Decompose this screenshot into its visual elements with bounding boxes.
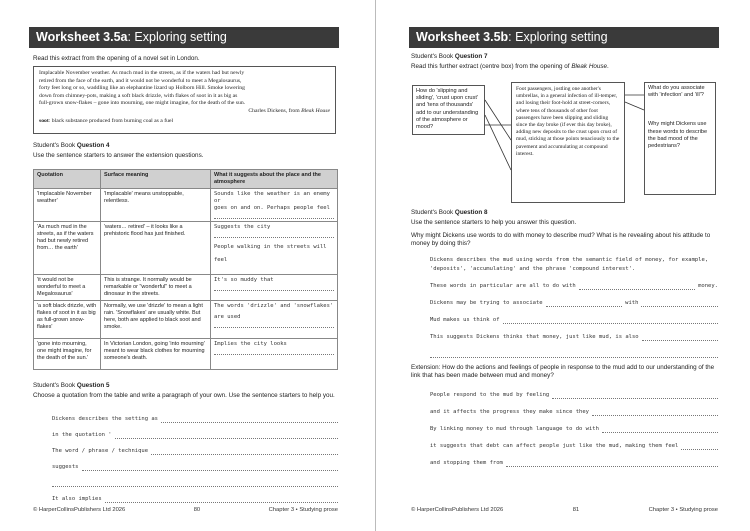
q7-instruction-end: .	[607, 63, 609, 70]
page-footer	[33, 507, 338, 513]
worksheet-title: : Exploring setting	[508, 30, 608, 44]
answer-line	[579, 284, 695, 290]
answer-line	[151, 449, 338, 455]
right-box-question-2: Why might Dickens use these words to describe the bad mood of the pedestrians?	[648, 121, 708, 150]
extract-line: down from chimney-pots, making a soft black drizzle, with flakes of soot in it as big as	[39, 92, 238, 99]
worksheet-number: Worksheet 3.5b	[416, 30, 509, 44]
q8-label: Question 8	[454, 209, 488, 216]
starter-text: Dickens describes the mud using words from the semantic field of money, for example,	[430, 257, 709, 263]
credit-title: Bleak House	[301, 107, 330, 114]
starter-text: money.	[698, 283, 718, 289]
arrow-to-ill	[625, 102, 644, 110]
handwritten-line: People walking in the streets will	[214, 244, 327, 250]
right-page	[375, 0, 750, 531]
table-row	[34, 275, 338, 301]
q5-label: Question 5	[76, 382, 110, 389]
starter-text: It also implies	[52, 496, 102, 502]
suggests-cell[interactable]	[211, 301, 338, 339]
answer-line	[430, 352, 718, 358]
answer-line	[115, 433, 338, 439]
q7-label: Question 7	[454, 53, 488, 60]
quotation-table	[33, 169, 338, 370]
glossary-definition: : black substance produced from burning coal as a fuel	[48, 117, 174, 124]
writing-line[interactable]	[430, 307, 718, 324]
answer-line	[161, 417, 338, 423]
worksheet-number: Worksheet 3.5a	[36, 30, 128, 44]
q8-starters	[430, 257, 718, 358]
table-row	[34, 301, 338, 339]
answer-line	[642, 335, 718, 341]
q8-heading	[411, 209, 487, 217]
table-row	[34, 189, 338, 222]
q4-prefix: Student's Book	[33, 142, 77, 149]
answer-line	[681, 444, 718, 450]
copyright: © HarperCollinsPublishers Ltd 2026	[33, 507, 126, 513]
starter-text: Dickens may be trying to associate	[430, 300, 543, 306]
answer-line	[602, 427, 718, 433]
q8-instruction: Use the sentence starters to help you answer this question.	[411, 219, 577, 226]
q7-book-title: Bleak House	[571, 63, 608, 70]
chapter-label: Chapter 3 • Studying prose	[648, 507, 718, 513]
suggests-cell[interactable]	[211, 222, 338, 275]
handwritten-line: Suggests the city	[214, 224, 271, 230]
answer-line	[214, 218, 334, 219]
starter-text: with	[625, 300, 639, 306]
extract-line: Implacable November weather. As much mud in the streets, as if the waters had but newly	[39, 70, 245, 76]
page-number: 80	[193, 507, 201, 513]
handwritten-line: It's so muddy that	[214, 277, 274, 283]
meaning-cell: 'waters… retired' – it looks like a prehistoric flood has just finished.	[101, 222, 211, 275]
extract-line: retired from the face of the earth, and it would not be wonderful to meet a Megalosaurus,	[39, 77, 242, 84]
glossary-term: soot	[39, 117, 49, 124]
writing-line[interactable]	[430, 273, 718, 290]
meaning-cell: Normally, we use 'drizzle' to mean a light rain. 'Snowflakes' are usually white. But here, both are applied to black soot and smoke.	[101, 301, 211, 339]
chapter-label: Chapter 3 • Studying prose	[268, 507, 338, 513]
copyright: © HarperCollinsPublishers Ltd 2026	[411, 507, 504, 513]
starter-text: suggests	[52, 464, 79, 470]
starter-text: By linking money to mud through language to do with	[430, 426, 599, 432]
writing-line[interactable]	[430, 433, 718, 450]
quotation-cell: 'gone into mourning, one might imagine, for the death of the sun.'	[34, 339, 101, 370]
quotation-cell: 'Implacable November weather'	[34, 189, 101, 222]
starter-text: it suggests that debt can affect people just like the mud, making them feel	[430, 443, 679, 449]
q5-starters	[52, 407, 338, 503]
writing-line[interactable]	[52, 487, 338, 503]
handwritten-line: are used	[214, 314, 241, 320]
extension-starters	[430, 382, 718, 467]
answer-line	[52, 481, 338, 487]
q4-instruction: Use the sentence starters to answer the extension questions.	[33, 152, 204, 159]
quotation-cell: 'a soft black drizzle, with flakes of soot in it as big as full-grown snow-flakes'	[34, 301, 101, 339]
glossary	[39, 118, 330, 126]
writing-line[interactable]	[52, 407, 338, 423]
writing-line[interactable]	[430, 382, 718, 399]
handwritten-line: Sounds like the weather is an enemy or	[214, 191, 330, 204]
question-box-left: How do 'slipping and sliding', 'crust upon crust' and 'tens of thousands' add to our understanding of the atmosphere or mood?	[412, 85, 485, 135]
page-number: 81	[572, 507, 580, 513]
starter-text: This suggests Dickens thinks that money, just like mud, is also	[430, 334, 639, 340]
q8-question: Why might Dickens use words to do with money to describe mud? What is he revealing about his attitude to money by doing this?	[411, 232, 711, 247]
starter-text: 'deposits', 'accumulating' and the phrase 'compound interest'.	[430, 266, 636, 272]
page-footer	[411, 507, 718, 513]
meaning-cell: 'Implacable' means unstoppable, relentless.	[101, 189, 211, 222]
credit-author: Charles Dickens, from	[248, 107, 302, 114]
q7-instruction-text: Read this further extract (centre box) from the opening of	[411, 63, 572, 70]
meaning-cell: In Victorian London, going 'into mourning' meant to wear black clothes for mourning someone's death.	[101, 339, 211, 370]
answer-line	[641, 301, 718, 307]
table-row	[34, 222, 338, 275]
answer-line	[503, 318, 718, 324]
writing-line[interactable]	[52, 471, 338, 487]
suggests-cell[interactable]	[211, 189, 338, 222]
starter-text: People respond to the mud by feeling	[430, 392, 550, 398]
answer-line	[552, 393, 718, 399]
table-row	[34, 339, 338, 370]
handwritten-line: The words 'drizzle' and 'snowflakes'	[214, 303, 334, 309]
quotation-cell: 'it would not be wonderful to meet a Megalosaurus'	[34, 275, 101, 301]
q8-prefix: Student's Book	[411, 209, 455, 216]
starter-text: in the quotation '	[52, 432, 112, 438]
meaning-cell: This is strange. It normally would be remarkable or "wonderful" to meet a dinosaur in the streets.	[101, 275, 211, 301]
q5-prefix: Student's Book	[33, 382, 77, 389]
answer-line	[214, 354, 334, 355]
extract-intro: Read this extract from the opening of a novel set in London.	[33, 55, 200, 62]
suggests-cell[interactable]	[211, 275, 338, 301]
starter-text: Mud makes us think of	[430, 317, 500, 323]
answer-line	[592, 410, 718, 416]
answer-line	[214, 327, 334, 328]
writing-line[interactable]	[52, 455, 338, 471]
quotation-cell: 'As much mud in the streets, as if the waters had but newly retired from… the earth'	[34, 222, 101, 275]
worksheet-title: : Exploring setting	[127, 30, 227, 44]
answer-line	[506, 461, 718, 467]
answer-line	[82, 465, 339, 471]
handwritten-line: feel	[214, 257, 228, 263]
writing-line[interactable]	[430, 324, 718, 341]
col-header-suggests: What it suggests about the place and the atmosphere	[211, 170, 338, 189]
answer-line	[105, 497, 338, 503]
q5-heading	[33, 382, 109, 390]
writing-line[interactable]	[52, 439, 338, 455]
writing-line[interactable]	[430, 416, 718, 433]
answer-line	[214, 237, 334, 238]
starter-text: Dickens describes the setting as	[52, 416, 158, 422]
writing-line[interactable]	[430, 341, 718, 358]
answer-line	[546, 301, 623, 307]
writing-line[interactable]	[430, 399, 718, 416]
arrow-to-sliding	[485, 100, 511, 140]
suggests-cell[interactable]	[211, 339, 338, 370]
extension-question: Extension: How do the actions and feelings of people in response to the mud add to our understanding of the link that has been made between mud and money?	[411, 364, 715, 379]
starter-text: The word / phrase / technique	[52, 448, 149, 454]
q4-label: Question 4	[76, 142, 110, 149]
q4-heading	[33, 142, 109, 150]
arrow-to-crust	[485, 115, 511, 170]
worksheet-title-banner	[29, 27, 339, 48]
extract-box-centre: Foot passengers, jostling one another's umbrellas, in a general infection of ill-temper, and losing their foot-hold at street-corners, where tens of thousands of other foot passengers have been slipping and sliding since the day broke (if ever this day broke), adding new deposits to the crust upon crust of mud, sticking at those points tenaciously to the pavement and accumulating at compound interest.	[511, 82, 625, 203]
q5-instruction: Choose a quotation from the table and write a paragraph of your own. Use the sentence starters to help you.	[33, 392, 335, 399]
handwritten-line: goes on and on. Perhaps people feel	[214, 205, 330, 211]
writing-line[interactable]	[430, 450, 718, 467]
q7-prefix: Student's Book	[411, 53, 455, 60]
answer-line	[214, 290, 334, 291]
extract-line: forty feet long or so, waddling like an elephantine lizard up Holborn Hill. Smoke lowering	[39, 85, 245, 92]
starter-text: and it affects the progress they make since they	[430, 409, 589, 415]
extract-box	[33, 66, 336, 134]
col-header-quotation: Quotation	[34, 170, 101, 189]
handwritten-line: Implies the city looks	[214, 341, 287, 347]
writing-line[interactable]	[52, 423, 338, 439]
writing-line[interactable]	[430, 290, 718, 307]
starter-text: and stopping them from	[430, 460, 503, 466]
starter-text: These words in particular are all to do with	[430, 283, 576, 289]
extract-line: full-grown snow-flakes – gone into mourning, one might imagine, for the death of the sun.	[39, 100, 246, 107]
col-header-meaning: Surface meaning	[101, 170, 211, 189]
extract-credit	[39, 108, 330, 116]
right-box-question-1: What do you associate with 'infection' and 'ill'?	[648, 85, 705, 99]
